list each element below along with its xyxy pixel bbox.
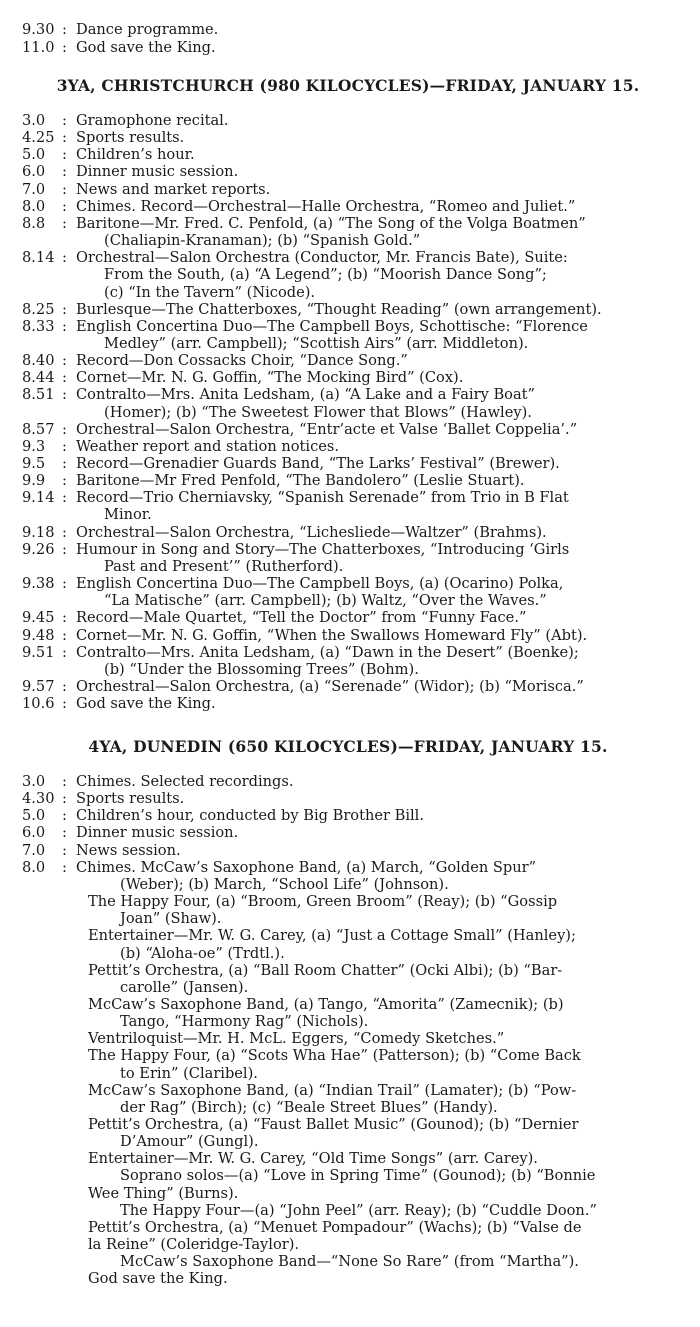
time-label: 8.0 (22, 197, 46, 215)
schedule-line (20, 301, 602, 318)
programme-text: Contralto—Mrs. Anita Ledsham, (a) “Dawn in the Desert” (Boenke); (76, 643, 579, 661)
schedule-line (8, 1150, 538, 1167)
programme-text: Past and Present’” (Rutherford). (104, 557, 344, 575)
schedule-line (20, 472, 525, 489)
time-label: 4.30 (22, 790, 55, 808)
schedule-line (20, 678, 584, 695)
schedule-line (8, 335, 528, 352)
colon-separator: : (62, 677, 67, 695)
colon-separator: : (62, 807, 67, 825)
schedule-line (8, 1133, 258, 1150)
time-label: 5.0 (22, 146, 46, 164)
schedule-line (8, 592, 547, 609)
time-label: 9.14 (22, 489, 55, 507)
programme-text: “La Matische” (arr. Campbell); (b) Waltz, “Over the Waves.” (104, 592, 547, 610)
schedule-line (20, 790, 184, 807)
schedule-line (20, 163, 238, 180)
schedule-line (20, 824, 238, 841)
schedule-line (20, 112, 229, 129)
colon-separator: : (62, 841, 67, 859)
schedule-line (8, 996, 564, 1013)
schedule-line (8, 1185, 238, 1202)
programme-text: From the South, (a) “A Legend”; (b) “Moorish Dance Song”; (104, 266, 547, 284)
schedule-line (20, 421, 577, 438)
programme-text: Contralto—Mrs. Anita Ledsham, (a) “A Lake and a Fairy Boat” (76, 386, 535, 404)
time-label: 9.5 (22, 455, 46, 472)
colon-separator: : (62, 626, 67, 644)
programme-text: (b) “Under the Blossoming Trees” (Bohm). (104, 660, 419, 678)
colon-separator: : (62, 858, 67, 876)
time-label: 8.33 (22, 317, 55, 335)
time-label: 8.8 (22, 214, 46, 232)
programme-text: Pettit’s Orchestra, (a) “Ball Room Chatter” (Ocki Albi); (b) “Bar- (88, 961, 563, 979)
schedule-line (20, 249, 568, 266)
programme-text: Children’s hour, conducted by Big Brother Bill. (76, 807, 424, 825)
programme-text: Record—Grenadier Guards Band, “The Larks’ Festival” (Brewer). (76, 455, 560, 472)
programme-text: McCaw’s Saxophone Band, (a) Tango, “Amorita” (Zamecnik); (b) (88, 995, 564, 1013)
colon-separator: : (62, 38, 67, 56)
schedule-line (20, 352, 408, 369)
colon-separator: : (62, 21, 67, 38)
colon-separator: : (62, 129, 67, 147)
station-heading-4ya: 4YA, DUNEDIN (650 KILOCYCLES)—FRIDAY, JANUARY 15. (88, 737, 608, 756)
time-label: 4.25 (22, 129, 55, 147)
colon-separator: : (62, 773, 67, 790)
time-label: 8.14 (22, 249, 55, 267)
time-label: 3.0 (22, 773, 46, 790)
programme-text: (Chaliapin-Kranaman); (b) “Spanish Gold.” (104, 232, 421, 250)
schedule-line (20, 438, 339, 455)
schedule-line (8, 558, 343, 575)
schedule-line (20, 524, 547, 541)
colon-separator: : (62, 489, 67, 507)
programme-text: God save the King. (88, 1270, 228, 1288)
schedule-line (8, 1236, 299, 1253)
schedule-line (8, 1065, 258, 1082)
colon-separator: : (62, 163, 67, 181)
schedule-line (20, 773, 294, 790)
time-label: 8.40 (22, 352, 55, 370)
colon-separator: : (62, 437, 67, 455)
programme-text: Medley” (arr. Campbell); “Scottish Airs” (arr. Middleton). (104, 334, 529, 352)
programme-text: Sports results. (76, 129, 185, 147)
programme-text: McCaw’s Saxophone Band, (a) “Indian Trail” (Lamater); (b) “Pow- (88, 1081, 577, 1099)
schedule-line (8, 232, 420, 249)
time-label: 3.0 (22, 112, 46, 129)
schedule-line (20, 181, 270, 198)
schedule-line (8, 1270, 228, 1287)
schedule-line (20, 129, 184, 146)
programme-text: Orchestral—Salon Orchestra, (a) “Serenade” (Widor); (b) “Morisca.” (76, 677, 584, 695)
programme-text: Joan” (Shaw). (120, 910, 222, 928)
colon-separator: : (62, 146, 67, 164)
schedule-line (8, 506, 152, 523)
colon-separator: : (62, 369, 67, 387)
programme-text: English Concertina Duo—The Campbell Boys, Schottische: “Florence (76, 317, 588, 335)
schedule-line (20, 489, 569, 506)
programme-text: The Happy Four—(a) “John Peel” (arr. Reay); (b) “Cuddle Doon.” (120, 1201, 597, 1219)
schedule-line (20, 644, 579, 661)
programme-text: The Happy Four, (a) “Scots Wha Hae” (Patterson); (b) “Come Back (88, 1047, 581, 1065)
schedule-line (20, 609, 526, 626)
colon-separator: : (62, 214, 67, 232)
schedule-line (20, 386, 535, 403)
time-label: 6.0 (22, 824, 46, 842)
programme-text: Sports results. (76, 790, 185, 808)
station-heading-3ya: 3YA, CHRISTCHURCH (980 KILOCYCLES)—FRIDAY, JANUARY 15. (56, 76, 640, 95)
schedule-line (8, 1167, 595, 1184)
programme-text: News session. (76, 841, 181, 859)
programme-text: Chimes. Record—Orchestral—Halle Orchestra, “Romeo and Juliet.” (76, 197, 576, 215)
schedule-line (8, 404, 532, 421)
programme-text: God save the King. (76, 38, 216, 56)
colon-separator: : (62, 824, 67, 842)
programme-text: Dinner music session. (76, 824, 239, 842)
colon-separator: : (62, 643, 67, 661)
programme-text: (b) “Aloha-oe” (Trdtl.). (120, 944, 285, 962)
programme-text: News and market reports. (76, 180, 271, 198)
programme-text: D’Amour” (Gungl). (120, 1133, 259, 1151)
programme-text: The Happy Four, (a) “Broom, Green Broom” (Reay); (b) “Gossip (88, 893, 558, 911)
colon-separator: : (62, 523, 67, 541)
time-label: 9.45 (22, 609, 55, 627)
schedule-line (20, 541, 569, 558)
schedule-line (8, 1013, 368, 1030)
programme-text: Record—Male Quartet, “Tell the Doctor” from “Funny Face.” (76, 609, 527, 627)
programme-text: Orchestral—Salon Orchestra (Conductor, Mr. Francis Bate), Suite: (76, 249, 568, 267)
colon-separator: : (62, 197, 67, 215)
programme-text: Soprano solos—(a) “Love in Spring Time” (Gounod); (b) “Bonnie (120, 1167, 596, 1185)
colon-separator: : (62, 249, 67, 267)
schedule-line (8, 1116, 579, 1133)
programme-text: Burlesque—The Chatterboxes, “Thought Reading” (own arrangement). (76, 300, 602, 318)
colon-separator: : (62, 575, 67, 593)
time-label: 9.9 (22, 472, 46, 490)
schedule-line (20, 369, 463, 386)
colon-separator: : (62, 180, 67, 198)
schedule-line (20, 21, 218, 38)
time-label: 8.0 (22, 858, 46, 876)
time-label: 9.38 (22, 575, 55, 593)
programme-text: Weather report and station notices. (76, 437, 340, 455)
schedule-line (8, 876, 449, 893)
programme-text: English Concertina Duo—The Campbell Boys, (a) (Ocarino) Polka, (76, 575, 564, 593)
time-label: 8.57 (22, 420, 55, 438)
schedule-line (20, 807, 424, 824)
programme-text: Record—Don Cossacks Choir, “Dance Song.” (76, 352, 408, 370)
colon-separator: : (62, 420, 67, 438)
colon-separator: : (62, 317, 67, 335)
colon-separator: : (62, 112, 67, 129)
time-label: 9.3 (22, 437, 46, 455)
programme-text: carolle” (Jansen). (120, 978, 249, 996)
colon-separator: : (62, 300, 67, 318)
schedule-line (8, 1082, 576, 1099)
colon-separator: : (62, 386, 67, 404)
programme-text: der Rag” (Birch); (c) “Beale Street Blues” (Handy). (120, 1098, 498, 1116)
colon-separator: : (62, 352, 67, 370)
time-label: 6.0 (22, 163, 46, 181)
programme-text: Children’s hour. (76, 146, 195, 164)
schedule-line (20, 146, 195, 163)
schedule-line (8, 893, 557, 910)
time-label: 7.0 (22, 180, 46, 198)
colon-separator: : (62, 695, 67, 713)
schedule-line (8, 979, 248, 996)
programme-text: Tango, “Harmony Rag” (Nichols). (120, 1013, 369, 1031)
programme-text: Pettit’s Orchestra, (a) “Faust Ballet Music” (Gounod); (b) “Dernier (88, 1116, 579, 1133)
schedule-line (8, 1202, 597, 1219)
programme-text: Baritone—Mr Fred Penfold, “The Bandolero” (Leslie Stuart). (76, 472, 525, 490)
schedule-line (8, 962, 562, 979)
programme-text: (c) “In the Tavern” (Nicode). (104, 283, 316, 301)
colon-separator: : (62, 609, 67, 627)
schedule-line (20, 695, 216, 712)
programme-text: Pettit’s Orchestra, (a) “Menuet Pompadour” (Wachs); (b) “Valse de (88, 1218, 582, 1236)
colon-separator: : (62, 472, 67, 490)
time-label: 8.44 (22, 369, 55, 387)
colon-separator: : (62, 790, 67, 808)
schedule-line (8, 945, 285, 962)
time-label: 9.48 (22, 626, 55, 644)
schedule-line (20, 198, 575, 215)
colon-separator: : (62, 540, 67, 558)
programme-text: Baritone—Mr. Fred. C. Penfold, (a) “The Song of the Volga Boatmen” (76, 214, 586, 232)
schedule-line (20, 575, 563, 592)
schedule-line (20, 627, 587, 644)
programme-text: Wee Thing” (Burns). (88, 1184, 239, 1202)
programme-text: God save the King. (76, 695, 216, 713)
programme-text: Dinner music session. (76, 163, 239, 181)
programme-text: Ventriloquist—Mr. H. McL. Eggers, “Comedy Sketches.” (88, 1030, 505, 1048)
schedule-line (20, 859, 536, 876)
schedule-line (8, 661, 419, 678)
schedule-line (20, 318, 588, 335)
programme-text: Orchestral—Salon Orchestra, “Entr’acte et Valse ‘Ballet Coppelia’.” (76, 420, 578, 438)
schedule-line (8, 266, 547, 283)
schedule-line (8, 1047, 581, 1064)
time-label: 9.51 (22, 643, 55, 661)
schedule-line (20, 215, 586, 232)
time-label: 8.51 (22, 386, 55, 404)
programme-text: Entertainer—Mr. W. G. Carey, (a) “Just a Cottage Small” (Hanley); (88, 927, 576, 945)
programme-text: (Weber); (b) March, “School Life” (Johnson). (120, 875, 449, 893)
programme-text: Orchestral—Salon Orchestra, “Lichesliede—Waltzer” (Brahms). (76, 523, 547, 541)
programme-text: Record—Trio Cherniavsky, “Spanish Serenade” from Trio in B Flat (76, 489, 569, 507)
time-label: 9.26 (22, 540, 55, 558)
programme-text: Cornet—Mr. N. G. Goffin, “The Mocking Bird” (Cox). (76, 369, 464, 387)
programme-text: Humour in Song and Story—The Chatterboxes, “Introducing ‘Girls (76, 540, 570, 558)
programme-text: Minor. (104, 506, 152, 524)
schedule-line (8, 284, 315, 301)
schedule-line (20, 39, 216, 56)
time-label: 11.0 (22, 38, 55, 56)
programme-text: Entertainer—Mr. W. G. Carey, “Old Time Songs” (arr. Carey). (88, 1150, 538, 1168)
schedule-line (8, 910, 221, 927)
colon-separator: : (62, 455, 67, 472)
time-label: 9.57 (22, 677, 55, 695)
programme-text: McCaw’s Saxophone Band—“None So Rare” (from “Martha”). (120, 1253, 579, 1271)
time-label: 9.30 (22, 21, 55, 38)
programme-text: Dance programme. (76, 21, 219, 38)
time-label: 5.0 (22, 807, 46, 825)
time-label: 8.25 (22, 300, 55, 318)
schedule-line (20, 842, 181, 859)
programme-text: Chimes. McCaw’s Saxophone Band, (a) March, “Golden Spur” (76, 858, 537, 876)
schedule-line (8, 1030, 504, 1047)
schedule-line (8, 927, 576, 944)
programme-text: Cornet—Mr. N. G. Goffin, “When the Swallows Homeward Fly” (Abt). (76, 626, 588, 644)
time-label: 9.18 (22, 523, 55, 541)
schedule-line (8, 1099, 498, 1116)
schedule-line (8, 1219, 581, 1236)
programme-text: to Erin” (Claribel). (120, 1064, 258, 1082)
programme-text: la Reine” (Coleridge-Taylor). (88, 1236, 300, 1254)
time-label: 10.6 (22, 695, 55, 713)
programme-text: (Homer); (b) “The Sweetest Flower that Blows” (Hawley). (104, 403, 532, 421)
programme-text: Gramophone recital. (76, 112, 229, 129)
schedule-line (20, 455, 560, 472)
schedule-line (8, 1253, 579, 1270)
time-label: 7.0 (22, 841, 46, 859)
programme-text: Chimes. Selected recordings. (76, 773, 294, 790)
